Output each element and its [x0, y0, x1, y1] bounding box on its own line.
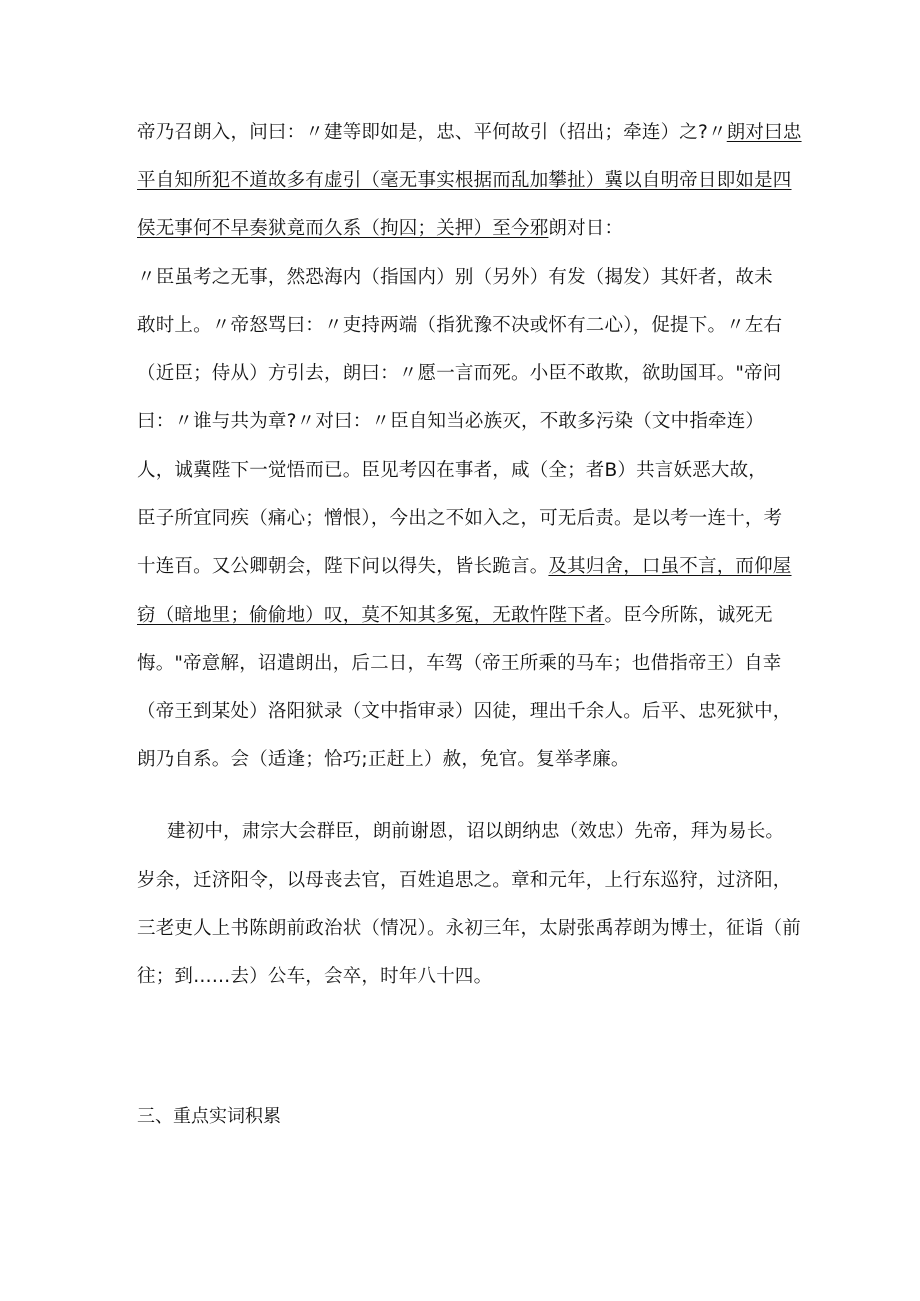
- section-heading: 三、重点实词积累: [137, 1106, 281, 1127]
- paragraph2-line9: 悔。"帝意解，诏遣朗出，后二日，车驾（帝王所乘的马车；也借指帝王）自幸: [137, 653, 782, 674]
- underlined-text: 朗对曰忠: [726, 122, 802, 143]
- paragraph3-line2: 岁余，迁济阳令，以母丧去官，百姓追思之。章和元年，上行东巡狩，过济阳，: [137, 870, 792, 891]
- paragraph1-line3: [137, 216, 787, 242]
- underlined-text: 侯无事何不早奏狱竟而久系（拘囚；关押）至今邪: [137, 218, 549, 239]
- underlined-text: 窃（暗地里；偷偷地）叹，莫不知其多冤，无敢忤陛下者: [137, 605, 605, 626]
- paragraph2-line10: （帝王到某处）洛阳狱录（文中指审录）囚徒，理出千余人。后平、忠死狱中，: [137, 701, 792, 722]
- paragraph2-line8: [137, 603, 787, 629]
- paragraph2-line11: 朗乃自系。会（适逢；恰巧;正赶上）赦，免官。复举孝廉。: [137, 749, 630, 770]
- paragraph2-line6: 臣子所宜同疾（痛心；憎恨），今出之不如入之，可无后责。是以考一连十，考: [137, 508, 783, 529]
- paragraph1-line1: [137, 120, 802, 146]
- paragraph2-line3: （近臣；侍从）方引去，朗曰：〃愿一言而死。小臣不敢欺，欲助国耳。"帝问: [137, 363, 782, 384]
- paragraph2-line1: 〃臣虽考之无事，然恐海内（指国内）别（另外）有发（揭发）其奸者，故未: [137, 267, 773, 288]
- paragraph3-line1: 建初中，肃宗大会群臣，朗前谢恩，诏以朗纳忠（效忠）先帝，拜为易长。: [167, 821, 785, 842]
- paragraph3-line4: 往；到……去）公车，会卒，时年八十四。: [137, 966, 493, 987]
- paragraph1-line2: 平自知所犯不道故多有虚引（毫无事实根据而乱加攀扯）冀以自明帝日即如是四: [137, 170, 792, 191]
- paragraph2-line7: [137, 554, 792, 580]
- text-span: 朗对日：: [548, 218, 624, 239]
- text-span: 。臣今所陈，诚死无: [604, 605, 773, 626]
- text-span: 帝乃召朗入，问曰：〃建等即如是，忠、平何故引（招出；牵连）之?〃: [137, 122, 727, 143]
- paragraph2-line5: 人，诚冀陛下一觉悟而已。臣见考囚在事者，咸（全；者B）共言妖恶大故，: [137, 460, 767, 481]
- paragraph3-line3: 三老吏人上书陈朗前政治状（情况）。永初三年，太尉张禹荐朗为博士，征诣（前: [137, 918, 801, 939]
- text-span: 十连百。又公卿朝会，陛下问以得失，皆长跪言。: [137, 556, 549, 577]
- paragraph2-line4: 曰：〃谁与共为章?〃对曰：〃臣自知当必族灭，不敢多污染（文中指牵连）: [137, 411, 765, 432]
- paragraph2-line2: 敢时上。〃帝怒骂曰：〃吏持两端（指犹豫不决或怀有二心），促提下。〃左右: [137, 315, 783, 336]
- underlined-text: 及其归舍，口虽不言，而仰屋: [548, 556, 792, 577]
